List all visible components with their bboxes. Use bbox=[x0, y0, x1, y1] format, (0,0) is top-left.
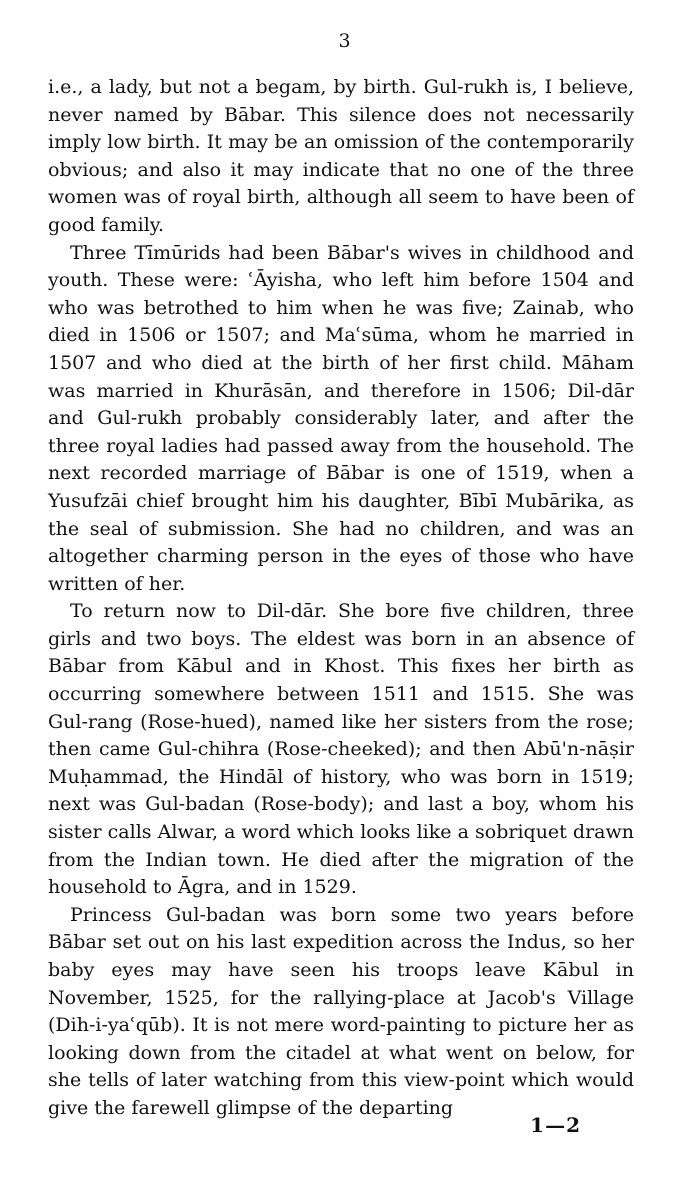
page-number: 3 bbox=[338, 30, 351, 52]
paragraph-dil-dar-children: To return now to Dil-dār. She bore five children, three girls and two boys. The eldest was born in an absence of Bābar from Kābul and in Khost. This fixes her birth as occurring somewhere between 1511 and 1515. She was Gul-rang (Rose-hued), named like her sisters from the rose; then came Gul-chihra (Rose-cheeked); and then Abū'n-nāṣir Muḥammad, the Hindāl of history, who was born in 1519; next was Gul-badan (Rose-body); and last a boy, whom his sister calls Alwar, a word which looks like a sobriquet drawn from the Indian town. He died after the migration of the household to Āgra, and in 1529. bbox=[48, 600, 634, 899]
signature-mark: 1—2 bbox=[530, 1113, 581, 1137]
body-text bbox=[48, 74, 634, 1123]
paragraph-princess-gul-badan: Princess Gul-badan was born some two years before Bābar set out on his last expedition across the Indus, so her baby eyes may have seen his troops leave Kābul in November, 1525, for the rallying-place at Jacob's Village (Dih-i-yaʿqūb). It is not mere word-painting to picture her as looking down from the citadel at what went on below, for she tells of later watching from this view-point which would give the farewell glimpse of the departing bbox=[48, 903, 634, 1119]
paragraph-timurid-wives: Three Tīmūrids had been Bābar's wives in childhood and youth. These were: ʿĀyisha, who left him before 1504 and who was betrothed to him when he was five; Zainab, who died in 1506 or 1507; and Maʿsūma, whom he married in 1507 and who died at the birth of her first child. Māham was married in Khurāsān, and therefore in 1506; Dil-dār and Gul-rukh probably considerably later, and after the three royal ladies had passed away from the household. The next recorded marriage of Bābar is one of 1519, when a Yusufzāi chief brought him his daughter, Bībī Mubārika, as the seal of submission. She had no children, and was an altogether charming person in the eyes of those who have written of her. bbox=[48, 241, 634, 595]
paragraph-continuation: i.e., a lady, but not a begam, by birth. Gul-rukh is, I believe, never named by Bābar. This silence does not necessarily imply low birth. It may be an omission of the contemporarily obvious; and also it may indicate that no one of the three women was of royal birth, although all seem to have been of good family. bbox=[48, 76, 634, 236]
